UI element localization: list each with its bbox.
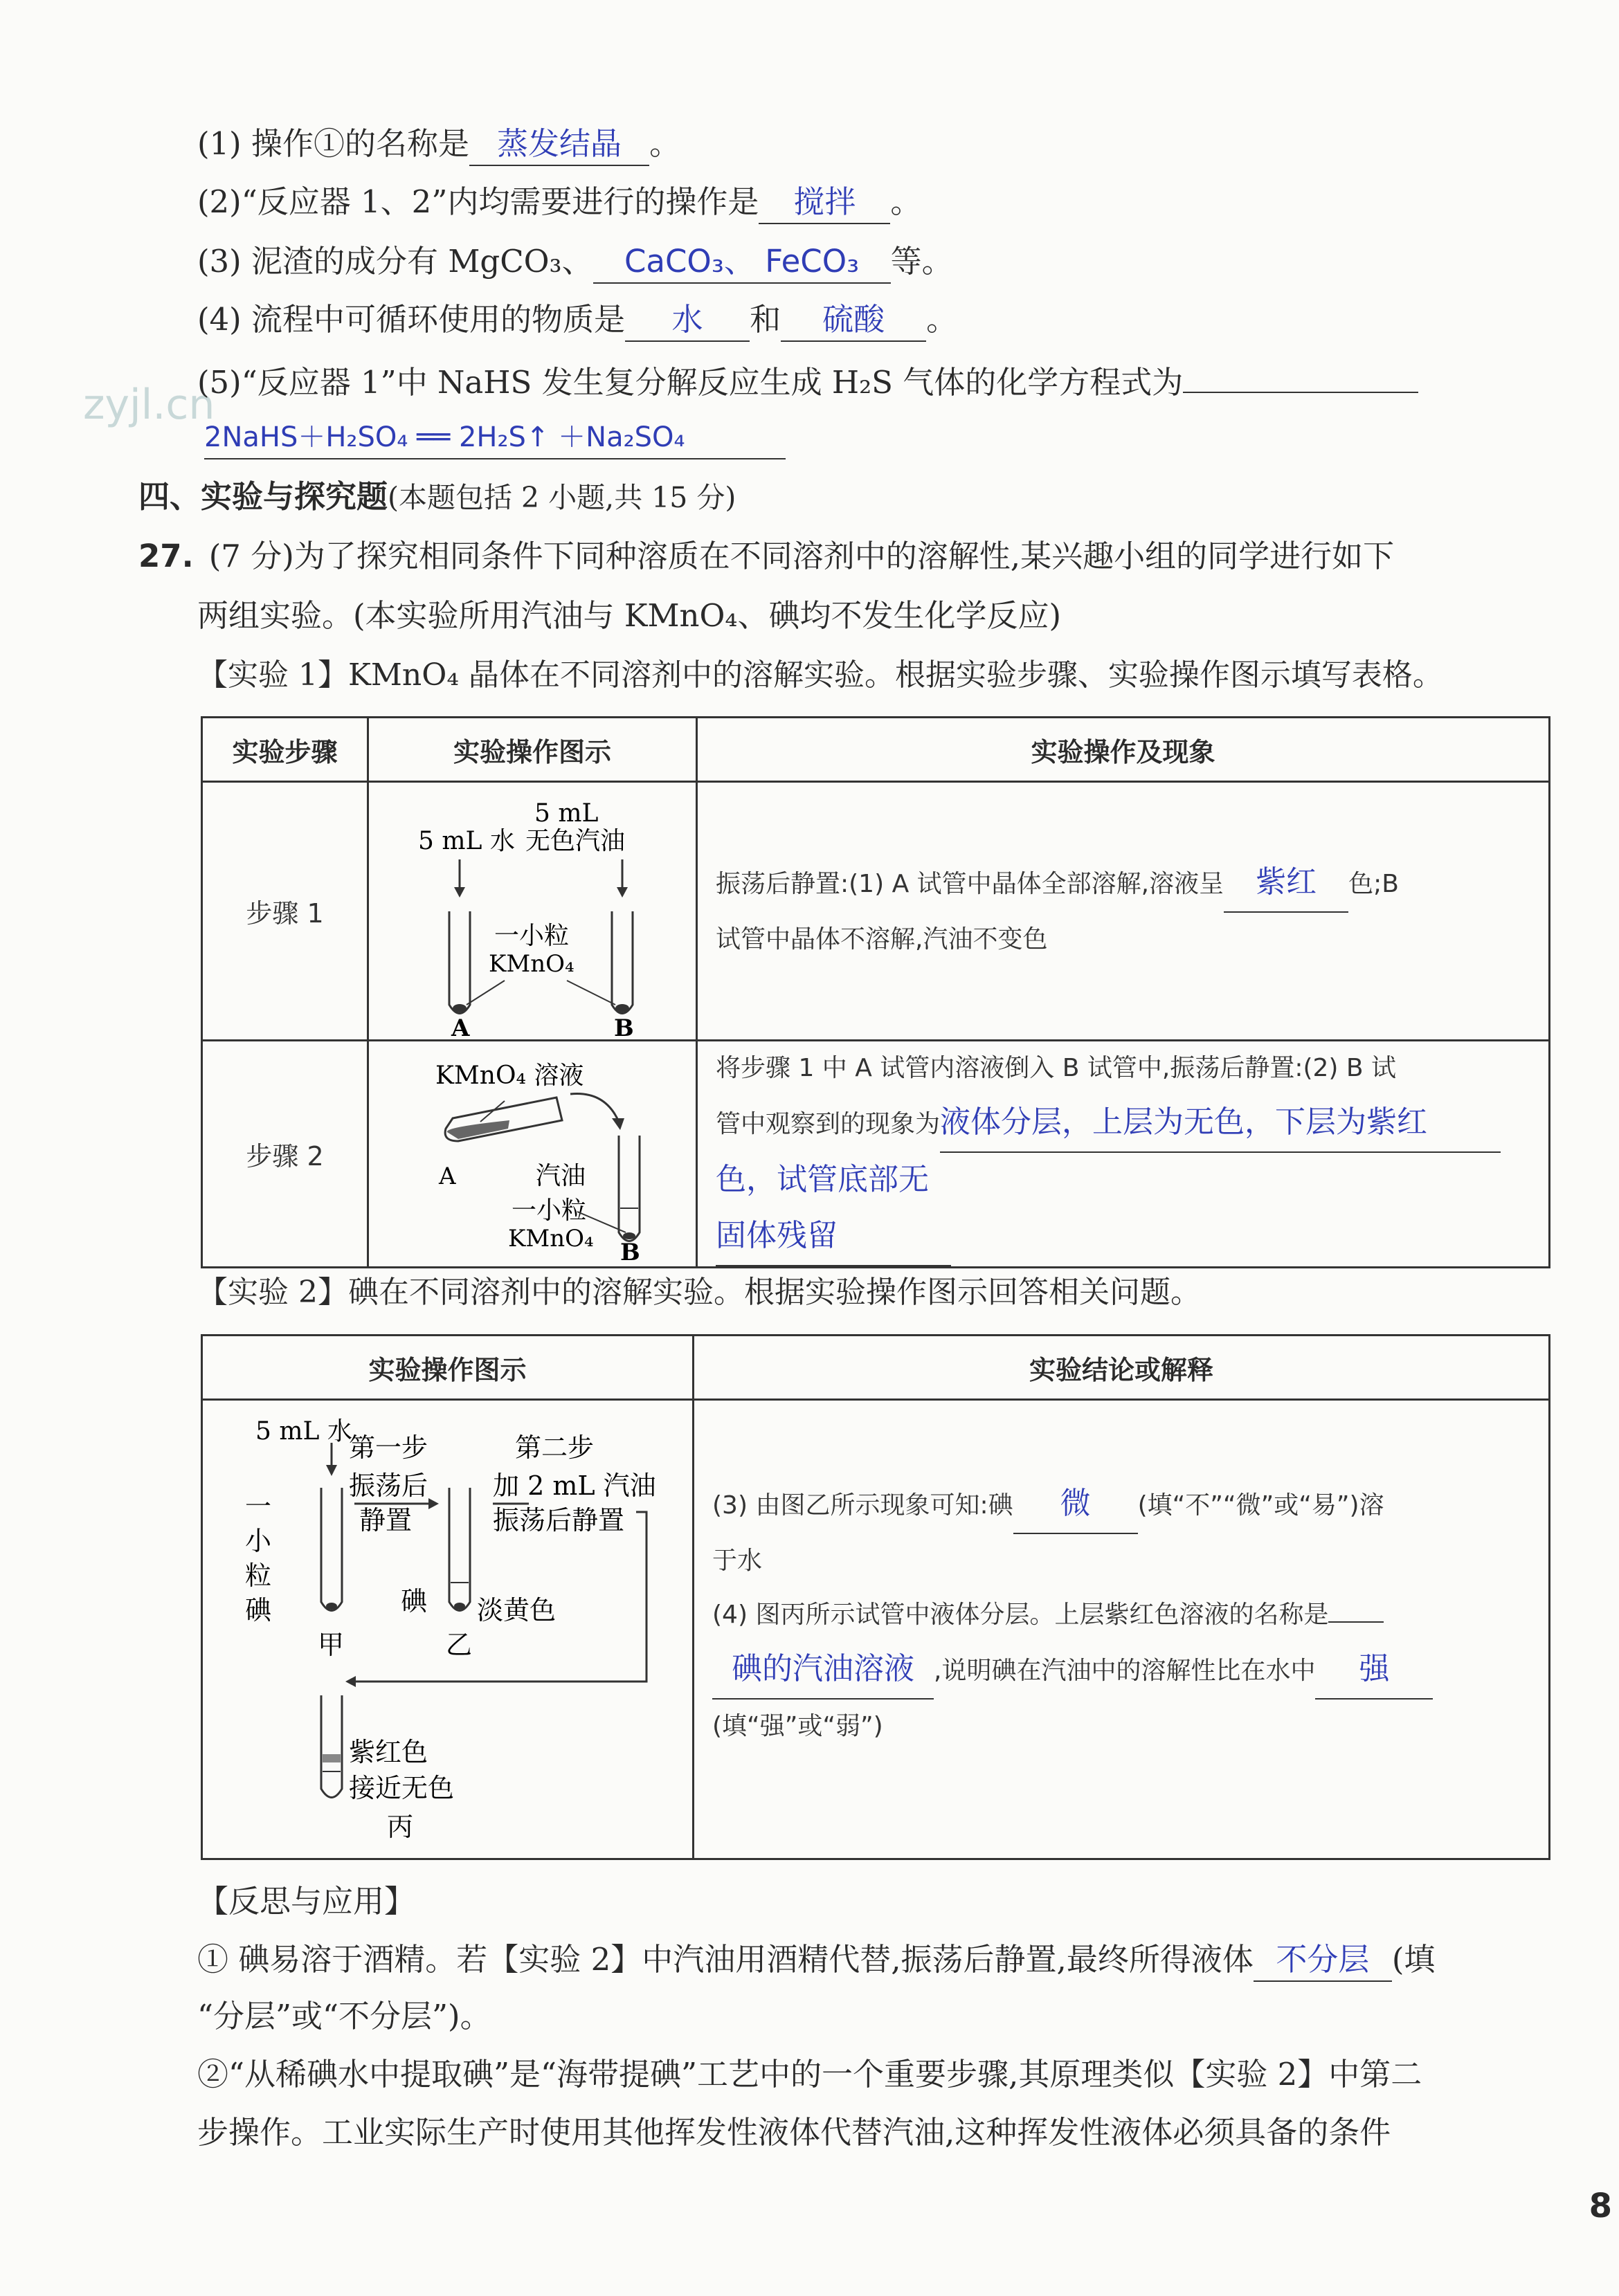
s2-grain-label-2: KMnO₄	[508, 1224, 594, 1252]
q3-blank	[593, 241, 891, 284]
e2-yellow-label: 淡黄色	[477, 1595, 557, 1625]
s1-arrowhead-a	[454, 887, 465, 898]
exp1-step2-label: 步骤 2	[202, 1041, 368, 1268]
e2-step2-c: 振荡后静置	[493, 1505, 625, 1536]
q1-prefix: (1) 操作①的名称是	[197, 125, 470, 162]
e2-step1-b: 振荡后	[349, 1470, 428, 1501]
q1-blank	[469, 123, 649, 166]
q4-answer-1: 水	[671, 301, 703, 338]
s1-answer: 紫红	[1256, 864, 1317, 900]
q3-prefix: (3) 泥渣的成分有 MgCO₃、	[197, 243, 593, 280]
s1-text-1: 振荡后静置:(1) A 试管中晶体全部溶解,溶液呈	[716, 870, 1224, 898]
e2-q3-text-3: 于水	[712, 1547, 763, 1575]
question-1	[197, 123, 680, 166]
s1-arrowhead-b	[617, 887, 628, 898]
e2-arrowhead-1	[428, 1498, 439, 1509]
question-5	[197, 358, 1418, 403]
exp1-step2-result	[697, 1041, 1550, 1268]
e2-iodine-yi	[454, 1603, 465, 1610]
watermark: zyjl.cn	[83, 381, 215, 429]
e2-water-label: 5 mL 水	[255, 1417, 352, 1446]
q27-number: 27.	[138, 538, 194, 574]
section-4-note: (本题包括 2 小题,共 15 分)	[388, 481, 736, 514]
e2-clear-label: 接近无色	[349, 1773, 455, 1803]
q27-line-1	[138, 536, 1394, 577]
s2-label-b: B	[620, 1238, 640, 1260]
e2-q4-answer-1: 碘的汽油溶液	[732, 1651, 914, 1686]
s1-pointer-a	[467, 981, 505, 1005]
s1-water-label: 5 mL 水	[418, 827, 515, 855]
page-number: 8	[1589, 2187, 1612, 2225]
e2-purple-label: 紫红色	[349, 1737, 428, 1767]
reflect-1-text-b: (填	[1391, 1941, 1436, 1978]
section-4-heading	[138, 476, 736, 518]
e2-q4-text-2: ,说明碘在汽油中的溶解性比在水中	[934, 1657, 1316, 1685]
q4-mid: 和	[750, 301, 781, 338]
exp1-intro: 【实验 1】KMnO₄ 晶体在不同溶剂中的溶解实验。根据实验步骤、实验操作图示填写表格。	[197, 657, 1443, 693]
reflect-title: 【反思与应用】	[197, 1883, 416, 1920]
q2-blank	[759, 181, 890, 224]
q2-prefix: (2)“反应器 1、2”内均需要进行的操作是	[197, 183, 759, 220]
exp2-table	[201, 1334, 1550, 1860]
exp1-table	[201, 716, 1550, 1268]
s1-grain-a	[453, 1004, 467, 1012]
exp1-step2-figure	[368, 1041, 697, 1268]
s1-pointer-b	[567, 981, 615, 1005]
e2-arrowhead-water	[326, 1465, 337, 1476]
e2-q4-answer-2: 强	[1359, 1651, 1390, 1686]
s1-tube-b	[612, 911, 633, 1014]
e2-arrowhead-3	[345, 1676, 356, 1687]
q3-suffix: 等。	[890, 243, 953, 280]
s1-grain-label-2: KMnO₄	[489, 950, 575, 978]
e2-iodine-label: 碘	[401, 1586, 428, 1616]
reflect-item-2a: ②“从稀碘水中提取碘”是“海带提碘”工艺中的一个重要步骤,其原理类似【实验 2】中第二	[197, 2056, 1422, 2093]
e2-q3-answer: 微	[1060, 1486, 1091, 1521]
q3-answer: CaCO₃、 FeCO₃	[624, 243, 860, 280]
q4-prefix: (4) 流程中可循环使用的物质是	[197, 301, 626, 338]
reflect-1-text-c: “分层”或“不分层”)。	[197, 1998, 491, 2034]
q5-answer-line	[204, 415, 786, 459]
e2-tube-jia	[321, 1488, 342, 1611]
q2-suffix: 。	[890, 183, 922, 220]
s1-grain-b	[615, 1004, 629, 1012]
step1-diagram	[370, 783, 695, 1036]
s2-tube-b	[619, 1136, 640, 1241]
e2-step2-a: 第二步	[515, 1432, 595, 1463]
q2-answer: 搅拌	[793, 183, 856, 220]
exp2-header-conclusion: 实验结论或解释	[694, 1336, 1550, 1400]
e2-q4-text-1: (4) 图丙所示试管中液体分层。上层紫红色溶液的名称是	[712, 1601, 1329, 1629]
q5-blank	[1183, 358, 1418, 393]
exp2-diagram	[203, 1401, 691, 1855]
s1-oil-label-2: 无色汽油	[525, 827, 626, 855]
exp1-header-step: 实验步骤	[202, 718, 368, 782]
exp2-header-figure: 实验操作图示	[202, 1336, 694, 1400]
exp1-step1-figure	[368, 782, 697, 1041]
q27-text-1: (7 分)为了探究相同条件下同种溶质在不同溶剂中的溶解性,某兴趣小组的同学进行如下	[208, 538, 1395, 574]
q27-line-2: 两组实验。(本实验所用汽油与 KMnO₄、碘均不发生化学反应)	[197, 597, 1062, 634]
e2-tube-bing	[321, 1695, 342, 1798]
exp1-step1-label: 步骤 1	[202, 782, 368, 1041]
e2-purple-layer	[323, 1754, 341, 1762]
exp2-intro: 【实验 2】碘在不同溶剂中的溶解实验。根据实验操作图示回答相关问题。	[197, 1275, 1201, 1310]
s2-oil-label: 汽油	[536, 1161, 586, 1190]
e2-grain-3: 粒	[245, 1560, 272, 1591]
s1-oil-label-1: 5 mL	[534, 799, 599, 828]
s2-sol-label: KMnO₄ 溶液	[435, 1061, 584, 1090]
step2-diagram	[370, 1046, 695, 1260]
exp1-header-result: 实验操作及现象	[697, 718, 1550, 782]
e2-grain-2: 小	[245, 1526, 272, 1556]
s2-text-2: 管中观察到的现象为	[716, 1110, 941, 1138]
e2-grain-1: 一	[245, 1491, 272, 1522]
e2-grain-4: 碘	[245, 1595, 272, 1625]
e2-label-jia: 甲	[318, 1630, 345, 1660]
q1-answer: 蒸发结晶	[497, 125, 622, 162]
question-4	[197, 299, 957, 342]
e2-label-bing: 丙	[387, 1812, 414, 1842]
e2-q4-text-3: (填“强”或“弱”)	[712, 1712, 883, 1740]
reflect-item-1	[197, 1939, 1435, 1982]
s2-answer-1: 液体分层，上层为无色，下层为紫红	[940, 1104, 1428, 1140]
question-3	[197, 241, 953, 284]
s2-text-1: 将步骤 1 中 A 试管内溶液倒入 B 试管中,振荡后静置:(2) B 试	[716, 1054, 1397, 1082]
reflect-1-answer: 不分层	[1276, 1941, 1370, 1978]
s2-grain-label-1: 一小粒	[512, 1196, 587, 1225]
exp2-conclusion	[694, 1400, 1550, 1859]
e2-step1-a: 第一步	[349, 1432, 428, 1463]
q4-blank-2	[781, 299, 926, 342]
e2-tube-yi	[449, 1488, 470, 1611]
exp1-header-figure: 实验操作图示	[368, 718, 697, 782]
q1-suffix: 。	[649, 125, 681, 162]
s1-grain-label-1: 一小粒	[494, 922, 570, 950]
s2-pour-arrow	[570, 1093, 619, 1122]
s1-label-a: A	[451, 1014, 470, 1036]
exp1-step1-result	[697, 782, 1550, 1041]
question-2	[197, 181, 921, 224]
q4-blank-1	[625, 299, 750, 342]
s2-answer-2: 色，试管底部无固体残留	[716, 1162, 929, 1253]
s2-pour-arrowhead	[612, 1118, 624, 1130]
section-4-title: 四、实验与探究题	[138, 478, 388, 515]
s1-tube-a	[449, 911, 470, 1014]
q4-suffix: 。	[926, 301, 958, 338]
s1-text-2: 色;B	[1348, 870, 1399, 898]
s1-label-b: B	[614, 1014, 634, 1036]
e2-q3-text-1: (3) 由图乙所示现象可知:碘	[712, 1491, 1013, 1520]
s1-text-3: 试管中晶体不溶解,汽油不变色	[716, 925, 1048, 954]
e2-iodine-jia	[326, 1603, 337, 1610]
s2-label-a: A	[439, 1162, 456, 1190]
e2-label-yi: 乙	[446, 1630, 473, 1660]
reflect-1-text-a: ① 碘易溶于酒精。若【实验 2】中汽油用酒精代替,振荡后静置,最终所得液体	[197, 1941, 1254, 1978]
reflect-item-2b: 步操作。工业实际生产时使用其他挥发性液体代替汽油,这种挥发性液体必须具备的条件	[197, 2114, 1391, 2151]
exp2-figure	[202, 1400, 694, 1859]
q5-text: (5)“反应器 1”中 NaHS 发生复分解反应生成 H₂S 气体的化学方程式为	[197, 364, 1184, 401]
q5-answer: 2NaHS＋H₂SO₄ ══ 2H₂S↑ ＋Na₂SO₄	[204, 421, 685, 453]
e2-step1-c: 静置	[359, 1505, 413, 1536]
q4-answer-2: 硫酸	[822, 301, 885, 338]
e2-q3-text-2: (填“不”“微”或“易”)溶	[1137, 1491, 1384, 1520]
e2-step2-b: 加 2 mL 汽油	[493, 1470, 656, 1501]
